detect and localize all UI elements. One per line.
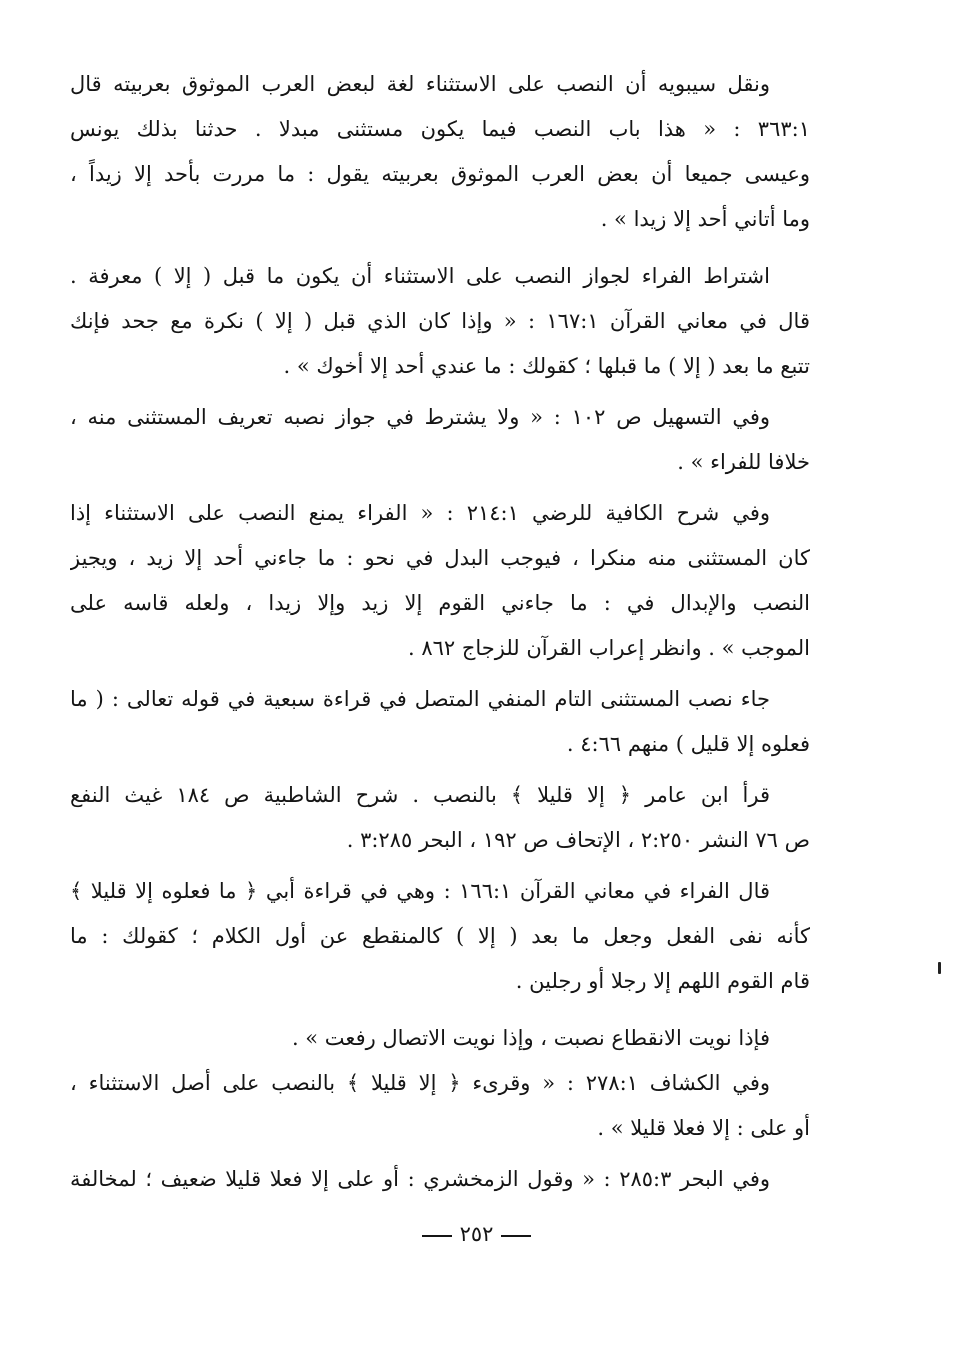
paragraph-quran-reading	[70, 677, 810, 767]
text-line: وفي التسهيل ص ١٠٢ : « ولا يشترط في جواز نصبه تعريف المستثنى منه ،	[70, 405, 770, 429]
paragraph-ibn-amir	[70, 773, 810, 863]
paragraph-tashil	[70, 395, 810, 485]
text-line: وفي الكشاف ٢٧٨:١ : « وقرىء ﴿ إلا قليلا ﴾ بالنصب على أصل الاستثناء ،	[70, 1071, 771, 1095]
text-line: خلافا للفراء » .	[677, 450, 810, 474]
text-line: جاء نصب المستثنى التام المنفي المتصل في قراءة سبعية في قوله تعالى : ( ما	[70, 687, 770, 711]
text-line: قرأ ابن عامر ﴿ إلا قليلا ﴾ بالنصب . شرح الشاطبية ص ١٨٤ غيث النفع	[70, 783, 770, 807]
text-line: قام القوم اللهم إلا رجلا أو رجلين .	[515, 969, 810, 993]
text-line: وما أتاني أحد إلا زيدا » .	[600, 207, 810, 231]
folio-dash-left	[422, 1235, 452, 1237]
text-line: ٣٦٣:١ : « هذا باب النصب فيما يكون مستثنى مبدلا . حدثنا بذلك يونس	[70, 117, 810, 141]
text-line: أو على : إلا فعلا قليلا » .	[597, 1116, 810, 1140]
page-number-text: ٢٥٢	[459, 1222, 494, 1246]
page-number	[0, 1222, 953, 1246]
text-line: ونقل سيبويه أن النصب على الاستثناء لغة لبعض العرب الموثوق بعربيته قال	[70, 72, 770, 96]
text-line: قال الفراء في معاني القرآن ١٦٦:١ : وهي في قراءة أبي ﴿ ما فعلوه إلا قليلا ﴾	[70, 879, 771, 903]
paragraph-farra-condition	[70, 254, 810, 389]
paragraph-bahr	[70, 1157, 810, 1202]
page-body	[70, 62, 810, 1292]
paragraph-inqita	[70, 1016, 810, 1061]
text-line: كأنه نفى الفعل وجعل ما بعد ( إلا ) كالمنقطع عن أول الكلام ؛ كقولك : ما	[70, 924, 810, 948]
text-line: الموجب » . وانظر إعراب القرآن للزجاج ٨٦٢ .	[407, 636, 810, 660]
paragraph-sibawayh	[70, 62, 810, 242]
text-line: اشتراط الفراء لجواز النصب على الاستثناء أن يكون ما قبل ( إلا ) معرفة .	[70, 264, 770, 288]
margin-mark	[938, 962, 941, 974]
text-line: تتبع ما بعد ( إلا ) ما قبلها ؛ كقولك : ما عندي أحد إلا أخوك » .	[283, 354, 810, 378]
folio-dash-right	[501, 1235, 531, 1237]
text-line: فإذا نويت الانقطاع نصبت ، وإذا نويت الاتصال رفعت » .	[291, 1026, 770, 1050]
text-line: وفي شرح الكافية للرضي ٢١٤:١ : « الفراء يمنع النصب على الاستثناء إذا	[70, 501, 770, 525]
paragraph-farra-maani	[70, 869, 810, 1004]
text-line: قال في معاني القرآن ١٦٧:١ : « وإذا كان الذي قبل ( إلا ) نكرة مع جحد فإنك	[70, 309, 810, 333]
text-line: النصب والإبدال في : ما جاءني القوم إلا زيد وإلا زيدا ، ولعله قاسه على	[70, 591, 810, 615]
paragraph-radi	[70, 491, 810, 671]
paragraph-kashshaf	[70, 1061, 810, 1151]
text-line: كان المستثنى منه منكرا ، فيوجب البدل في نحو : ما جاءني أحد إلا زيد ، ويجيز	[70, 546, 810, 570]
text-line: فعلوه إلا قليل ) منهم ٤:٦٦ .	[566, 732, 810, 756]
text-line: وعيسى جميعا أن بعض العرب الموثوق بعربيته يقول : ما مررت بأحد إلا زيداً ،	[70, 162, 810, 186]
text-line: ص ٧٦ النشر ٢:٢٥٠ ، الإتحاف ص ١٩٢ ، البحر ٣:٢٨٥ .	[346, 828, 810, 852]
text-line: وفي البحر ٢٨٥:٣ : « وقول الزمخشري : أو على إلا فعلا قليلا ضعيف ؛ لمخالفة	[70, 1167, 771, 1191]
